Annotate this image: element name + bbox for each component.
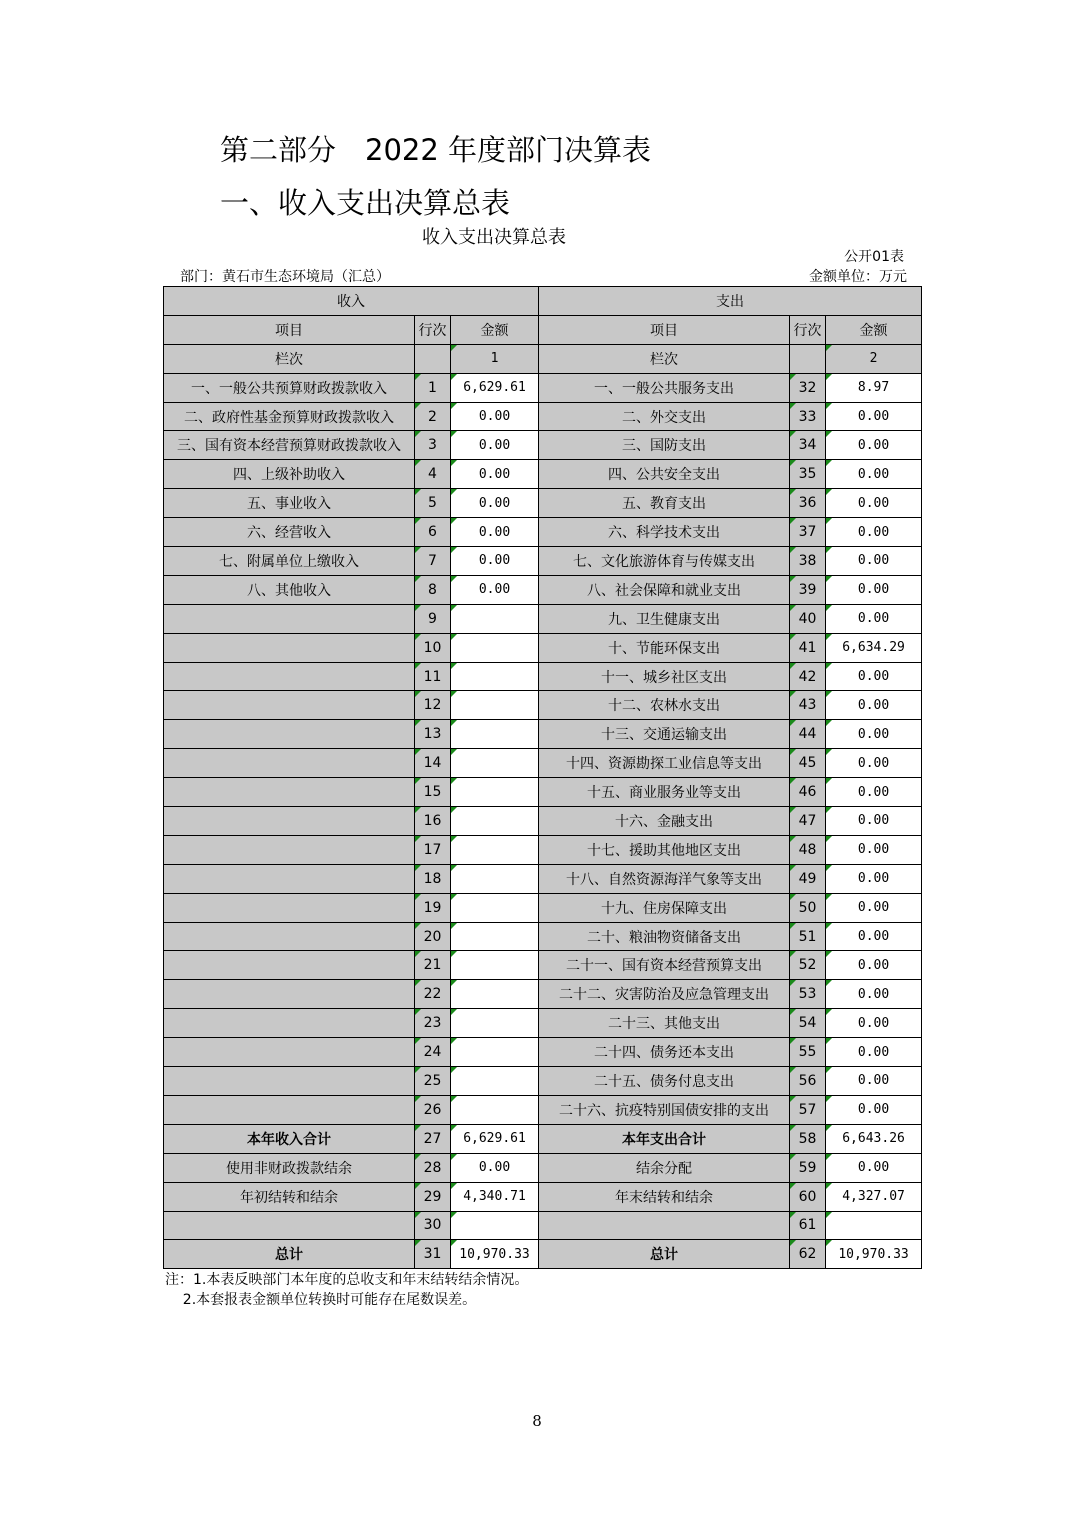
income-rowno-cell: 11: [415, 662, 451, 691]
income-item-cell: 年初结转和结余: [164, 1182, 415, 1211]
income-rowno-cell: 1: [415, 373, 451, 402]
income-item-cell: 二、政府性基金预算财政拨款收入: [164, 402, 415, 431]
income-item-cell: [164, 835, 415, 864]
income-item-cell: [164, 980, 415, 1009]
income-amount-cell: [451, 922, 539, 951]
expense-amount-cell: [826, 1211, 922, 1240]
income-item-header: 项目: [164, 315, 415, 344]
expense-item-cell: 七、文化旅游体育与传媒支出: [539, 547, 790, 576]
income-item-cell: 使用非财政拨款结余: [164, 1153, 415, 1182]
expense-rowno-cell: 61: [790, 1211, 826, 1240]
expense-item-cell: 十九、住房保障支出: [539, 893, 790, 922]
expense-amount-header: 金额: [826, 315, 922, 344]
income-rowno-cell: 30: [415, 1211, 451, 1240]
income-rowno-cell: 7: [415, 547, 451, 576]
income-item-cell: 四、上级补助收入: [164, 460, 415, 489]
page-number: 8: [532, 1412, 542, 1430]
expense-rowno-cell: 57: [790, 1095, 826, 1124]
expense-item-cell: 总计: [539, 1240, 790, 1269]
expense-rowno-cell: 32: [790, 373, 826, 402]
table-row: [164, 402, 922, 431]
income-item-cell: [164, 633, 415, 662]
expense-item-cell: 三、国防支出: [539, 431, 790, 460]
expense-rowno-cell: 44: [790, 720, 826, 749]
income-amount-cell: [451, 662, 539, 691]
table-row: [164, 951, 922, 980]
expense-amount-cell: 0.00: [826, 1038, 922, 1067]
expense-item-cell: 十、节能环保支出: [539, 633, 790, 662]
table-row: [164, 922, 922, 951]
income-rowno-cell: 20: [415, 922, 451, 951]
expense-group-header: 支出: [539, 287, 922, 316]
expense-amount-cell: 8.97: [826, 373, 922, 402]
expense-amount-cell: 0.00: [826, 460, 922, 489]
income-rowno-cell: 31: [415, 1240, 451, 1269]
section-heading: 一、收入支出决算总表: [220, 186, 511, 220]
income-rowno-cell: 26: [415, 1095, 451, 1124]
income-item-cell: 本年收入合计: [164, 1124, 415, 1153]
expense-amount-cell: 0.00: [826, 1009, 922, 1038]
income-amount-cell: [451, 1038, 539, 1067]
table-row: [164, 575, 922, 604]
income-group-header: 收入: [164, 287, 539, 316]
expense-item-cell: 十五、商业服务业等支出: [539, 778, 790, 807]
income-item-cell: 总计: [164, 1240, 415, 1269]
table-row: [164, 373, 922, 402]
income-amount-cell: [451, 807, 539, 836]
expense-column-label: 栏次: [539, 344, 790, 373]
expense-rowno-cell: 53: [790, 980, 826, 1009]
expense-rowno-cell: 34: [790, 431, 826, 460]
income-column-label: 栏次: [164, 344, 415, 373]
table-row: [164, 691, 922, 720]
income-item-cell: [164, 691, 415, 720]
expense-rowno-cell: 41: [790, 633, 826, 662]
income-amount-cell: 4,340.71: [451, 1182, 539, 1211]
expense-rowno-cell: 60: [790, 1182, 826, 1211]
income-rowno-cell: 27: [415, 1124, 451, 1153]
expense-item-cell: 十六、金融支出: [539, 807, 790, 836]
table-row: [164, 460, 922, 489]
table-row: [164, 1153, 922, 1182]
expense-column-blank: [790, 344, 826, 373]
expense-item-cell: 十七、援助其他地区支出: [539, 835, 790, 864]
income-item-cell: [164, 864, 415, 893]
footnote-1: 注：1.本表反映部门本年度的总收支和年末结转结余情况。: [165, 1272, 529, 1288]
expense-amount-cell: 0.00: [826, 922, 922, 951]
expense-item-cell: 二十三、其他支出: [539, 1009, 790, 1038]
table-row: [164, 720, 922, 749]
expense-rowno-cell: 48: [790, 835, 826, 864]
expense-amount-cell: 0.00: [826, 575, 922, 604]
expense-amount-cell: 6,634.29: [826, 633, 922, 662]
expense-rowno-cell: 46: [790, 778, 826, 807]
expense-rowno-cell: 37: [790, 518, 826, 547]
income-item-cell: 一、一般公共预算财政拨款收入: [164, 373, 415, 402]
table-row: [164, 778, 922, 807]
expense-item-cell: 二十、粮油物资储备支出: [539, 922, 790, 951]
income-amount-cell: 10,970.33: [451, 1240, 539, 1269]
table-row: [164, 1038, 922, 1067]
expense-amount-cell: 0.00: [826, 1153, 922, 1182]
expense-rowno-cell: 36: [790, 489, 826, 518]
table-row: [164, 1095, 922, 1124]
expense-item-cell: 九、卫生健康支出: [539, 604, 790, 633]
income-column-number: 1: [451, 344, 539, 373]
income-item-cell: [164, 749, 415, 778]
table-row: [164, 807, 922, 836]
expense-amount-cell: 6,643.26: [826, 1124, 922, 1153]
expense-amount-cell: 0.00: [826, 951, 922, 980]
income-amount-cell: 0.00: [451, 431, 539, 460]
income-item-cell: [164, 604, 415, 633]
expense-rowno-cell: 43: [790, 691, 826, 720]
income-item-cell: [164, 807, 415, 836]
expense-item-cell: 结余分配: [539, 1153, 790, 1182]
expense-rowno-cell: 45: [790, 749, 826, 778]
form-number: 公开01表: [844, 249, 904, 265]
expense-amount-cell: 0.00: [826, 749, 922, 778]
expense-amount-cell: 0.00: [826, 402, 922, 431]
table-row: [164, 893, 922, 922]
expense-rowno-cell: 42: [790, 662, 826, 691]
income-amount-cell: [451, 691, 539, 720]
table-row: [164, 1182, 922, 1211]
income-amount-cell: 6,629.61: [451, 373, 539, 402]
income-column-blank: [415, 344, 451, 373]
income-amount-cell: [451, 1211, 539, 1240]
income-amount-cell: 0.00: [451, 518, 539, 547]
income-rowno-header: 行次: [415, 315, 451, 344]
expense-item-cell: 十八、自然资源海洋气象等支出: [539, 864, 790, 893]
unit-label: 金额单位：万元: [809, 269, 907, 285]
expense-amount-cell: 4,327.07: [826, 1182, 922, 1211]
income-rowno-cell: 3: [415, 431, 451, 460]
expense-amount-cell: 0.00: [826, 662, 922, 691]
income-amount-cell: 6,629.61: [451, 1124, 539, 1153]
expense-amount-cell: 0.00: [826, 431, 922, 460]
income-rowno-cell: 6: [415, 518, 451, 547]
expense-rowno-cell: 39: [790, 575, 826, 604]
table-row: [164, 431, 922, 460]
expense-item-cell: 十三、交通运输支出: [539, 720, 790, 749]
expense-amount-cell: 0.00: [826, 691, 922, 720]
income-item-cell: 六、经营收入: [164, 518, 415, 547]
expense-amount-cell: 0.00: [826, 1095, 922, 1124]
expense-rowno-cell: 35: [790, 460, 826, 489]
income-amount-cell: [451, 778, 539, 807]
income-rowno-cell: 24: [415, 1038, 451, 1067]
income-amount-cell: [451, 893, 539, 922]
income-item-cell: [164, 1211, 415, 1240]
expense-rowno-cell: 55: [790, 1038, 826, 1067]
income-item-cell: [164, 720, 415, 749]
expense-item-cell: 二十四、债务还本支出: [539, 1038, 790, 1067]
expense-item-cell: 十一、城乡社区支出: [539, 662, 790, 691]
expense-amount-cell: 0.00: [826, 720, 922, 749]
expense-item-cell: 十四、资源勘探工业信息等支出: [539, 749, 790, 778]
table-row: [164, 518, 922, 547]
expense-item-cell: 二、外交支出: [539, 402, 790, 431]
table-row: [164, 633, 922, 662]
income-rowno-cell: 12: [415, 691, 451, 720]
income-item-cell: [164, 951, 415, 980]
expense-item-cell: 二十二、灾害防治及应急管理支出: [539, 980, 790, 1009]
income-rowno-cell: 22: [415, 980, 451, 1009]
income-rowno-cell: 14: [415, 749, 451, 778]
income-rowno-cell: 19: [415, 893, 451, 922]
expense-amount-cell: 0.00: [826, 807, 922, 836]
income-amount-cell: [451, 980, 539, 1009]
income-item-cell: [164, 922, 415, 951]
expense-rowno-cell: 54: [790, 1009, 826, 1038]
income-amount-cell: 0.00: [451, 1153, 539, 1182]
expense-amount-cell: 0.00: [826, 778, 922, 807]
income-rowno-cell: 5: [415, 489, 451, 518]
income-rowno-cell: 25: [415, 1067, 451, 1096]
expense-rowno-cell: 62: [790, 1240, 826, 1269]
income-amount-cell: [451, 1095, 539, 1124]
table-row: [164, 547, 922, 576]
income-rowno-cell: 10: [415, 633, 451, 662]
income-amount-cell: [451, 720, 539, 749]
expense-item-cell: 十二、农林水支出: [539, 691, 790, 720]
income-rowno-cell: 18: [415, 864, 451, 893]
expense-amount-cell: 0.00: [826, 893, 922, 922]
expense-amount-cell: 0.00: [826, 489, 922, 518]
income-item-cell: [164, 662, 415, 691]
income-amount-cell: [451, 835, 539, 864]
expense-amount-cell: 0.00: [826, 604, 922, 633]
expense-amount-cell: 0.00: [826, 864, 922, 893]
income-amount-cell: [451, 864, 539, 893]
income-rowno-cell: 17: [415, 835, 451, 864]
footnotes: [165, 1270, 528, 1310]
expense-item-cell: 一、一般公共服务支出: [539, 373, 790, 402]
income-rowno-cell: 9: [415, 604, 451, 633]
expense-item-cell: [539, 1211, 790, 1240]
table-title: 收入支出决算总表: [422, 227, 566, 248]
income-rowno-cell: 28: [415, 1153, 451, 1182]
expense-rowno-cell: 33: [790, 402, 826, 431]
expense-item-cell: 二十一、国有资本经营预算支出: [539, 951, 790, 980]
income-rowno-cell: 16: [415, 807, 451, 836]
income-amount-cell: 0.00: [451, 460, 539, 489]
income-rowno-cell: 29: [415, 1182, 451, 1211]
income-amount-cell: [451, 951, 539, 980]
table-row: [164, 1240, 922, 1269]
expense-item-cell: 六、科学技术支出: [539, 518, 790, 547]
income-amount-header: 金额: [451, 315, 539, 344]
expense-column-number: 2: [826, 344, 922, 373]
department-label: 部门：黄石市生态环境局（汇总）: [180, 269, 390, 285]
expense-rowno-cell: 52: [790, 951, 826, 980]
expense-amount-cell: 0.00: [826, 518, 922, 547]
expense-amount-cell: 10,970.33: [826, 1240, 922, 1269]
expense-item-cell: 本年支出合计: [539, 1124, 790, 1153]
expense-item-header: 项目: [539, 315, 790, 344]
income-item-cell: 八、其他收入: [164, 575, 415, 604]
expense-rowno-cell: 38: [790, 547, 826, 576]
expense-rowno-cell: 59: [790, 1153, 826, 1182]
income-amount-cell: [451, 604, 539, 633]
expense-rowno-cell: 58: [790, 1124, 826, 1153]
income-rowno-cell: 21: [415, 951, 451, 980]
income-amount-cell: [451, 749, 539, 778]
income-item-cell: [164, 1095, 415, 1124]
expense-amount-cell: 0.00: [826, 547, 922, 576]
table-row: [164, 749, 922, 778]
expense-rowno-cell: 47: [790, 807, 826, 836]
income-amount-cell: 0.00: [451, 575, 539, 604]
income-amount-cell: [451, 633, 539, 662]
expense-item-cell: 二十六、抗疫特别国债安排的支出: [539, 1095, 790, 1124]
income-item-cell: [164, 893, 415, 922]
table-row: [164, 864, 922, 893]
expense-item-cell: 二十五、债务付息支出: [539, 1067, 790, 1096]
income-rowno-cell: 4: [415, 460, 451, 489]
income-item-cell: 三、国有资本经营预算财政拨款收入: [164, 431, 415, 460]
part-heading: 第二部分 2022 年度部门决算表: [220, 133, 652, 167]
table-row: [164, 1009, 922, 1038]
expense-rowno-cell: 56: [790, 1067, 826, 1096]
income-amount-cell: 0.00: [451, 547, 539, 576]
income-item-cell: 五、事业收入: [164, 489, 415, 518]
income-item-cell: [164, 1067, 415, 1096]
table-row: [164, 835, 922, 864]
expense-amount-cell: 0.00: [826, 835, 922, 864]
income-item-cell: [164, 778, 415, 807]
income-amount-cell: [451, 1009, 539, 1038]
expense-rowno-cell: 49: [790, 864, 826, 893]
income-rowno-cell: 8: [415, 575, 451, 604]
table-row: [164, 1124, 922, 1153]
income-expense-table: [163, 286, 922, 1269]
table-row: [164, 1067, 922, 1096]
footnote-2: 2.本套报表金额单位转换时可能存在尾数误差。: [165, 1292, 477, 1308]
expense-item-cell: 四、公共安全支出: [539, 460, 790, 489]
expense-amount-cell: 0.00: [826, 1067, 922, 1096]
expense-rowno-cell: 51: [790, 922, 826, 951]
expense-rowno-header: 行次: [790, 315, 826, 344]
income-rowno-cell: 2: [415, 402, 451, 431]
expense-item-cell: 年末结转和结余: [539, 1182, 790, 1211]
income-amount-cell: 0.00: [451, 402, 539, 431]
expense-item-cell: 五、教育支出: [539, 489, 790, 518]
expense-rowno-cell: 50: [790, 893, 826, 922]
table-row: [164, 489, 922, 518]
table-row: [164, 604, 922, 633]
income-item-cell: [164, 1009, 415, 1038]
table-row: [164, 662, 922, 691]
expense-item-cell: 八、社会保障和就业支出: [539, 575, 790, 604]
income-rowno-cell: 13: [415, 720, 451, 749]
income-rowno-cell: 15: [415, 778, 451, 807]
income-amount-cell: 0.00: [451, 489, 539, 518]
income-amount-cell: [451, 1067, 539, 1096]
expense-amount-cell: 0.00: [826, 980, 922, 1009]
table-row: [164, 980, 922, 1009]
expense-rowno-cell: 40: [790, 604, 826, 633]
table-row: [164, 1211, 922, 1240]
income-item-cell: [164, 1038, 415, 1067]
income-rowno-cell: 23: [415, 1009, 451, 1038]
income-item-cell: 七、附属单位上缴收入: [164, 547, 415, 576]
